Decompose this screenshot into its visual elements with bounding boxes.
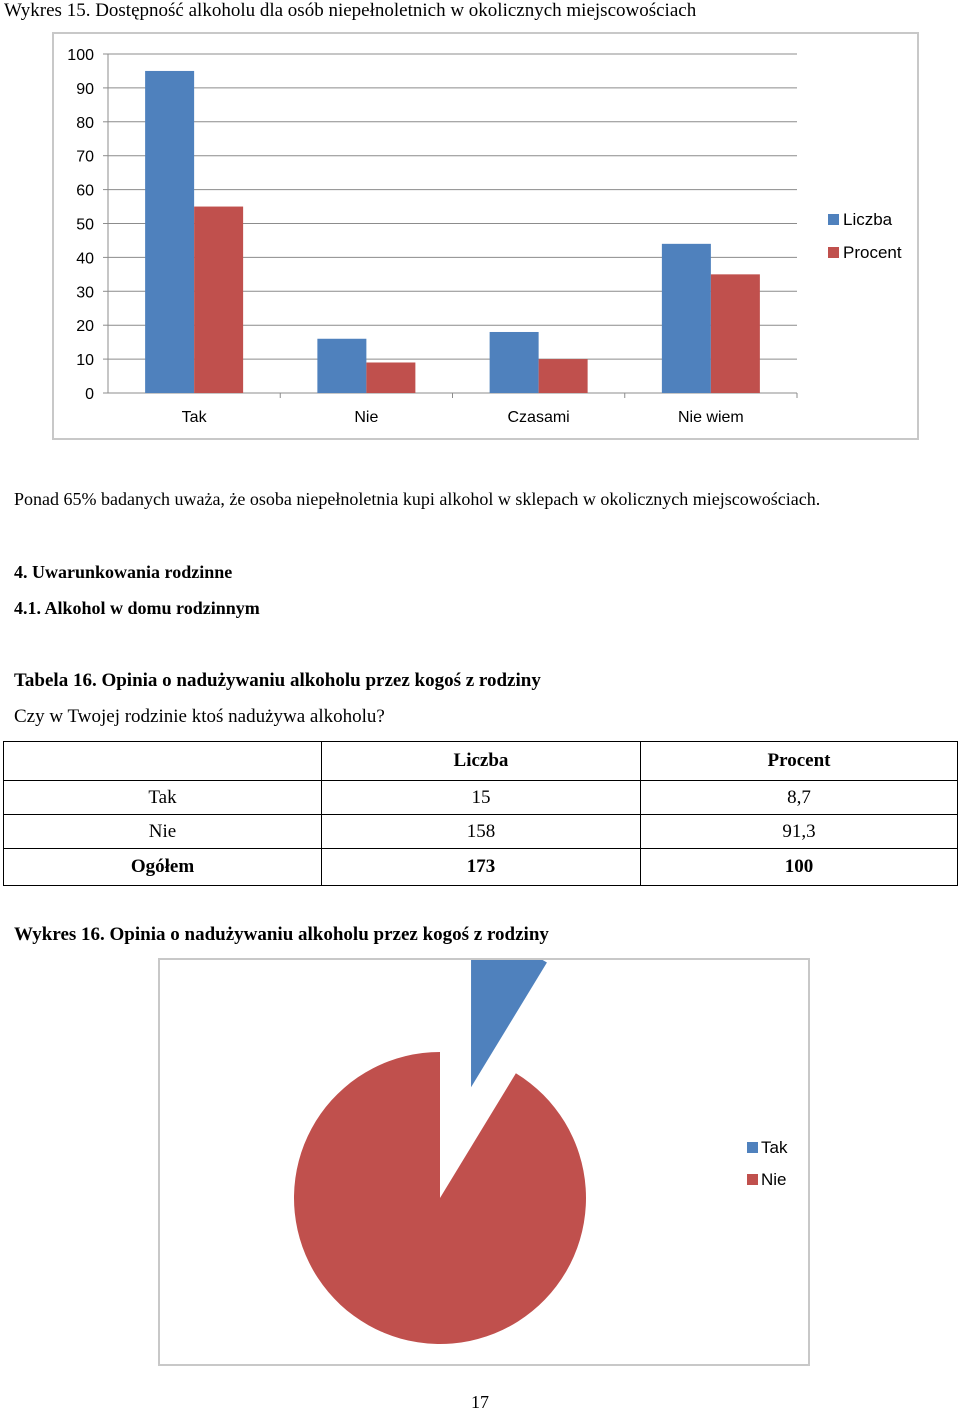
table-cell: Ogółem (4, 849, 322, 886)
bar-procent-tak (194, 207, 243, 393)
x-category-label: Czasami (507, 409, 570, 426)
legend-swatch (747, 1174, 758, 1185)
pie-slice-tak (471, 960, 547, 1087)
table-row (4, 781, 958, 815)
table-title: Tabela 16. Opinia o nadużywaniu alkoholu przez kogoś z rodziny (14, 670, 541, 691)
results-table (3, 741, 958, 886)
legend-swatch (747, 1142, 758, 1153)
legend-label: Liczba (843, 210, 893, 229)
bar-chart (54, 34, 917, 438)
y-tick-label: 80 (76, 114, 94, 132)
page-number: 17 (471, 1392, 489, 1412)
bar-procent-nie (366, 362, 415, 393)
subsection-heading: 4.1. Alkohol w domu rodzinnym (14, 598, 260, 618)
legend-label: Nie (761, 1170, 787, 1189)
y-tick-label: 30 (76, 284, 94, 302)
bar-liczba-czasami (490, 332, 539, 393)
pie-chart-title: Wykres 16. Opinia o nadużywaniu alkoholu przez kogoś z rodziny (14, 924, 549, 945)
bar-liczba-tak (145, 71, 194, 393)
table-cell: 15 (322, 781, 641, 815)
y-tick-label: 0 (85, 386, 94, 403)
y-tick-label: 60 (76, 182, 94, 200)
y-tick-label: 100 (67, 47, 94, 64)
bar-procent-czasami (539, 359, 588, 393)
section-heading: 4. Uwarunkowania rodzinne (14, 562, 233, 582)
x-category-label: Nie (354, 409, 379, 426)
pie-chart-frame (158, 958, 810, 1366)
legend-label: Tak (761, 1138, 788, 1157)
y-tick-label: 20 (76, 318, 94, 336)
bar-chart-frame (52, 32, 919, 440)
summary-paragraph: Ponad 65% badanych uważa, że osoba niepełnoletnia kupi alkohol w sklepach w okolicznych miejscowościach. (14, 489, 821, 509)
table-cell: 158 (322, 815, 641, 849)
y-tick-label: 90 (76, 80, 94, 98)
y-tick-label: 10 (76, 352, 94, 370)
y-tick-label: 40 (76, 250, 94, 268)
x-category-label: Tak (181, 409, 207, 426)
bar-liczba-nie-wiem (662, 244, 711, 393)
legend-swatch (828, 214, 839, 225)
pie-slice-nie (294, 1052, 586, 1344)
table-cell: 8,7 (641, 781, 958, 815)
table-header-cell: Liczba (322, 742, 641, 781)
table-header-cell (4, 742, 322, 781)
table-header-row (4, 742, 958, 781)
table-cell: Nie (4, 815, 322, 849)
legend-label: Procent (843, 243, 902, 262)
legend-swatch (828, 247, 839, 258)
table-header-cell: Procent (641, 742, 958, 781)
pie-chart (160, 960, 808, 1364)
table-total-row (4, 849, 958, 886)
x-category-label: Nie wiem (677, 409, 744, 426)
bar-chart-title: Wykres 15. Dostępność alkoholu dla osób niepełnoletnich w okolicznych miejscowościach (4, 0, 697, 21)
table-cell: 100 (641, 849, 958, 886)
y-tick-label: 70 (76, 148, 94, 166)
table-row (4, 815, 958, 849)
bar-liczba-nie (317, 339, 366, 393)
table-cell: 91,3 (641, 815, 958, 849)
bar-procent-nie-wiem (711, 274, 760, 393)
table-cell: 173 (322, 849, 641, 886)
y-tick-label: 50 (76, 216, 94, 234)
table-question: Czy w Twojej rodzinie ktoś nadużywa alkoholu? (14, 706, 385, 727)
table-cell: Tak (4, 781, 322, 815)
